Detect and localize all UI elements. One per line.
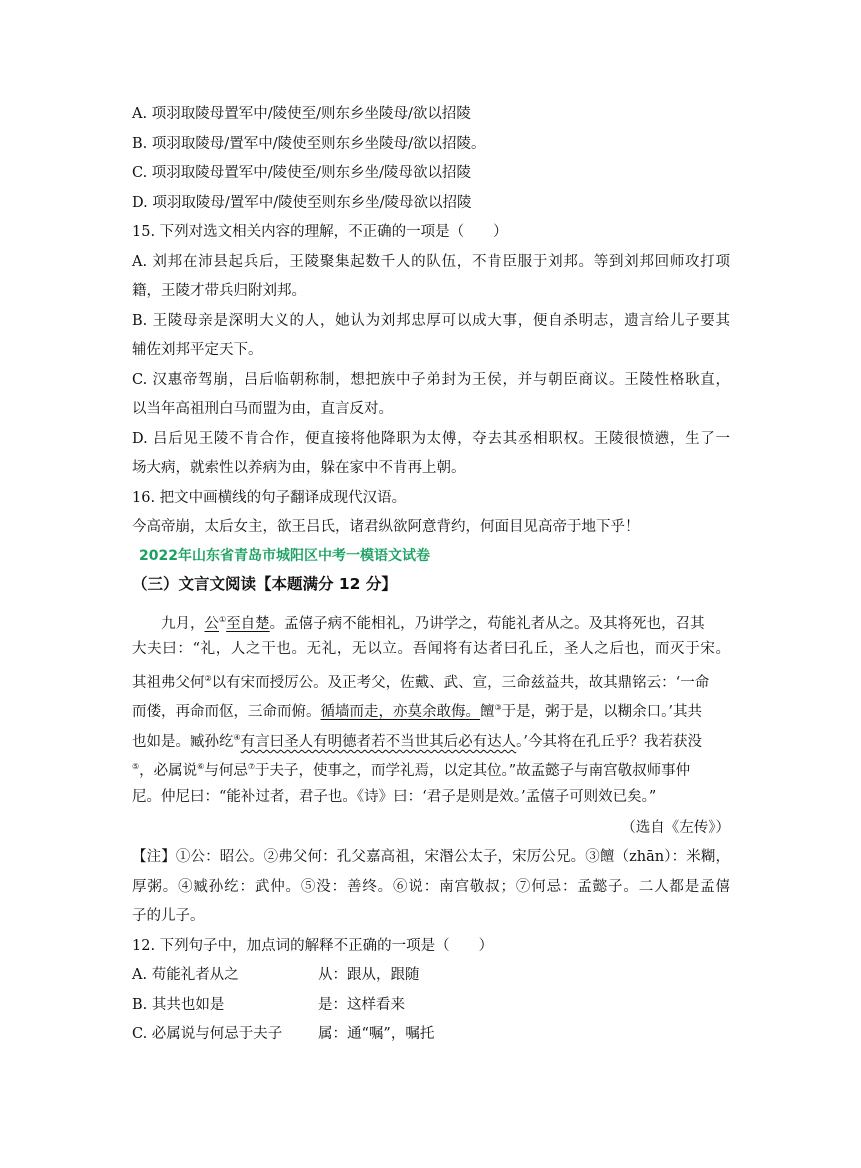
passage-line-3: 其祖弗父何②以有宋而授厉公。及正考父，佐戴、武、宣，三命兹益共，故其鼎铭云：‘一命 [132, 674, 710, 691]
q15-stem: 15. 下列对选文相关内容的理解，不正确的一项是（ ） [132, 224, 508, 240]
q15-option-d-line1: D. 吕后见王陵不肯合作，便直接将他降职为太傅，夺去其丞相职权。王陵很愤懑，生了一 [132, 431, 730, 447]
section-title: （三）文言文阅读【本题满分 12 分】 [132, 575, 397, 593]
q14-option-a: A. 项羽取陵母置军中/陵使至/则东乡坐陵母/欲以招陵 [132, 106, 471, 122]
q12-option-b: B. 其共也如是 是：这样看来 [132, 997, 405, 1013]
q14-option-d: D. 项羽取陵母/置军中/陵使至则东乡坐/陵母欲以招陵 [132, 195, 472, 211]
q15-option-b-line1: B. 王陵母亲是深明大义的人，她认为刘邦忠厚可以成大事，便自杀明志，遗言给儿子要其 [132, 313, 730, 329]
q15-option-a-line2: 籍，王陵才带兵归附刘邦。 [132, 283, 306, 299]
exam-title: 2022年山东省青岛市城阳区中考一模语文试卷 [139, 548, 430, 564]
underlined-sentence: 循墙而走，亦莫余敢侮。 [320, 703, 480, 720]
wavy-underlined-sentence: 有言曰圣人有明德者若不当世其后必有达人 [240, 733, 517, 750]
q16-sentence: 今高帝崩，太后女主，欲王吕氏，诸君纵欲阿意背约，何面目见高帝于地下乎！ [132, 519, 640, 535]
q14-option-b: B. 项羽取陵母/置军中/陵使至则东乡坐陵母/欲以招陵。 [132, 136, 486, 152]
q14-option-c: C. 项羽取陵母置军中/陵使至/则东乡坐/陵母欲以招陵 [132, 165, 471, 181]
passage-line-7: 尼。仲尼曰：“能补过者，君子也。《诗》曰：‘君子是则是效。’孟僖子可则效已矣。” [132, 789, 657, 805]
passage-line-1: 九月，公①至自楚。孟僖子病不能相礼，乃讲学之，苟能礼者从之。及其将死也，召其 [161, 615, 705, 632]
q12-option-c: C. 必属说与何忌于夫子 属：通“嘱”，嘱托 [132, 1026, 435, 1042]
q12-stem: 12. 下列句子中，加点词的解释不正确的一项是（ ） [132, 938, 494, 954]
q12-option-a: A. 苟能礼者从之 从：跟从，跟随 [132, 967, 420, 983]
passage-line-6: ⑤，必属说⑥与何忌⑦于夫子，使事之，而学礼焉，以定其位。”故孟懿子与南宫敬叔师事仲 [132, 762, 691, 779]
q16-stem: 16. 把文中画横线的句子翻译成现代汉语。 [132, 490, 407, 506]
q15-option-c-line2: 以当年高祖刑白马而盟为由，直言反对。 [132, 401, 393, 417]
passage-line-5: 也如是。臧孙纥④有言曰圣人有明德者若不当世其后必有达人。’今其将在孔丘乎？我若获没 [132, 733, 703, 750]
q15-option-b-line2: 辅佐刘邦平定天下。 [132, 342, 263, 358]
notes-line-3: 子的儿子。 [132, 908, 205, 924]
q15-option-c-line1: C. 汉惠帝驾崩，吕后临朝称制，想把族中子弟封为王侯，并与朝臣商议。王陵性格耿直， [132, 372, 730, 388]
q15-option-a-line1: A. 刘邦在沛县起兵后，王陵聚集起数千人的队伍，不肯臣服于刘邦。等到刘邦回师攻打项 [132, 254, 730, 270]
notes-line-2: 厚粥。④臧孙纥：武仲。⑤没：善终。⑥说：南宫敬叔；⑦何忌：孟懿子。二人都是孟僖 [132, 879, 730, 895]
q15-option-d-line2: 场大病，就索性以养病为由，躲在家中不肯再上朝。 [132, 460, 466, 476]
notes-line-1: 【注】①公：昭公。②弗父何：孔父嘉高祖，宋湣公太子，宋厉公兄。③饘（zhān）：米糊， [132, 849, 730, 865]
passage-source: （选自《左传》） [621, 820, 730, 836]
passage-line-2: 大夫曰：“礼，人之干也。无礼，无以立。吾闻将有达者曰孔丘，圣人之后也，而灭于宋。 [132, 641, 730, 657]
passage-line-4: 而偻，再命而伛，三命而俯。循墙而走，亦莫余敢侮。饘③于是，粥于是，以糊余口。’其共 [132, 703, 703, 720]
